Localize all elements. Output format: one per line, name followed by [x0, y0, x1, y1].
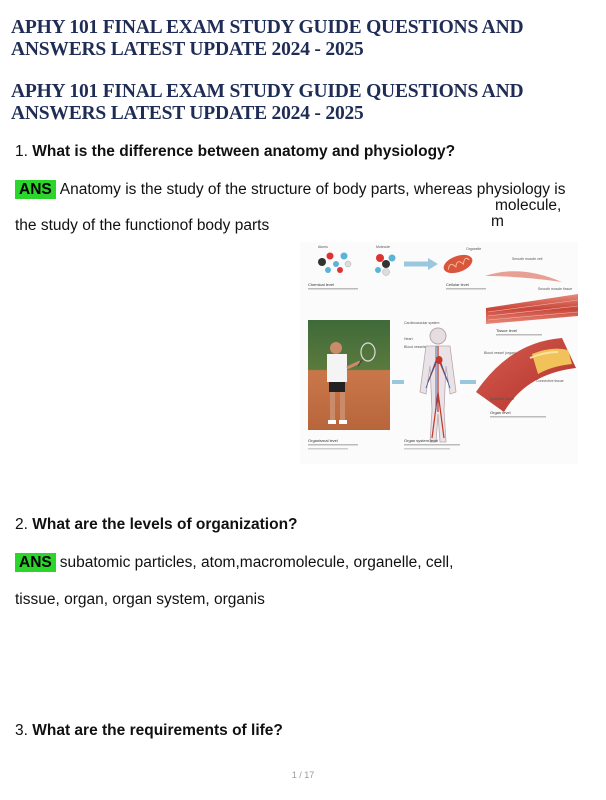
- document-title: APHY 101 FINAL EXAM STUDY GUIDE QUESTIONS AND ANSWERS LATEST UPDATE 2024 - 2025: [11, 17, 524, 60]
- cardiovascular-system-label: Cardiovascular system: [404, 321, 440, 325]
- cellular-level-label: Cellular level: [446, 282, 469, 287]
- question-3: [15, 722, 283, 740]
- answer-text: subatomic particles, atom,macromolecule, organelle, cell,: [59, 554, 454, 571]
- molecule-label: Molecule: [376, 245, 391, 249]
- question-text: What is the difference between anatomy and physiology?: [32, 143, 456, 160]
- smooth-muscle-tissue-label: Smooth muscle tissue: [538, 287, 573, 291]
- chemical-level-label: Chemical level: [308, 282, 335, 287]
- tissue-level-label: Tissue level: [496, 328, 517, 333]
- smooth-muscle-tissue-icon: [486, 294, 578, 324]
- organelle-label: Organelle: [466, 247, 482, 251]
- smooth-muscle-cell-label: Smooth muscle cell: [512, 257, 543, 261]
- ans-label: ANS: [15, 553, 56, 572]
- smooth-muscle-cell-icon: [485, 271, 562, 282]
- question-text: What are the requirements of life?: [32, 722, 283, 739]
- overflow-text-2: m: [491, 213, 504, 230]
- blood-vessel-organ-label: Blood vessel (organ): [484, 351, 517, 355]
- tennis-player-photo: [308, 320, 390, 430]
- overflow-text: molecule,: [495, 197, 562, 214]
- question-number: 3.: [15, 722, 28, 739]
- atoms-icon: [318, 253, 351, 274]
- question-number: 2.: [15, 516, 28, 533]
- question-1: [15, 143, 455, 161]
- document-title-repeat: APHY 101 FINAL EXAM STUDY GUIDE QUESTIONS AND ANSWERS LATEST UPDATE 2024 - 2025: [11, 81, 524, 124]
- molecule-icon: [375, 254, 396, 276]
- epithelial-tissue-label: Epithelial tissue: [490, 397, 515, 401]
- heart-label: Heart: [404, 337, 413, 341]
- blood-vessels-label: Blood vessels: [404, 345, 426, 349]
- ans-label: ANS: [15, 180, 56, 199]
- answer-2-line-1: [15, 553, 453, 572]
- page-number: 1 / 17: [291, 770, 315, 780]
- organ-system-level-label: Organ system level: [404, 438, 439, 443]
- answer-text: Anatomy is the study of the structure of body parts, whereas physiology is: [59, 181, 566, 198]
- atoms-label: Atoms: [318, 245, 328, 249]
- organelle-icon: [441, 251, 475, 276]
- question-text: What are the levels of organization?: [32, 516, 298, 533]
- question-2: [15, 516, 298, 534]
- organismal-level-label: Organismal level: [308, 438, 338, 443]
- levels-of-organization-figure: [300, 242, 578, 464]
- answer-2-line-2: tissue, organ, organ system, organis: [15, 591, 265, 608]
- organ-level-label: Organ level: [490, 410, 511, 415]
- answer-1-line-1: [15, 180, 565, 199]
- organization-diagram: [300, 242, 578, 464]
- answer-1-line-2: the study of the functionof body parts: [15, 217, 270, 234]
- question-number: 1.: [15, 143, 28, 160]
- connective-tissue-label: Connective tissue: [536, 379, 564, 383]
